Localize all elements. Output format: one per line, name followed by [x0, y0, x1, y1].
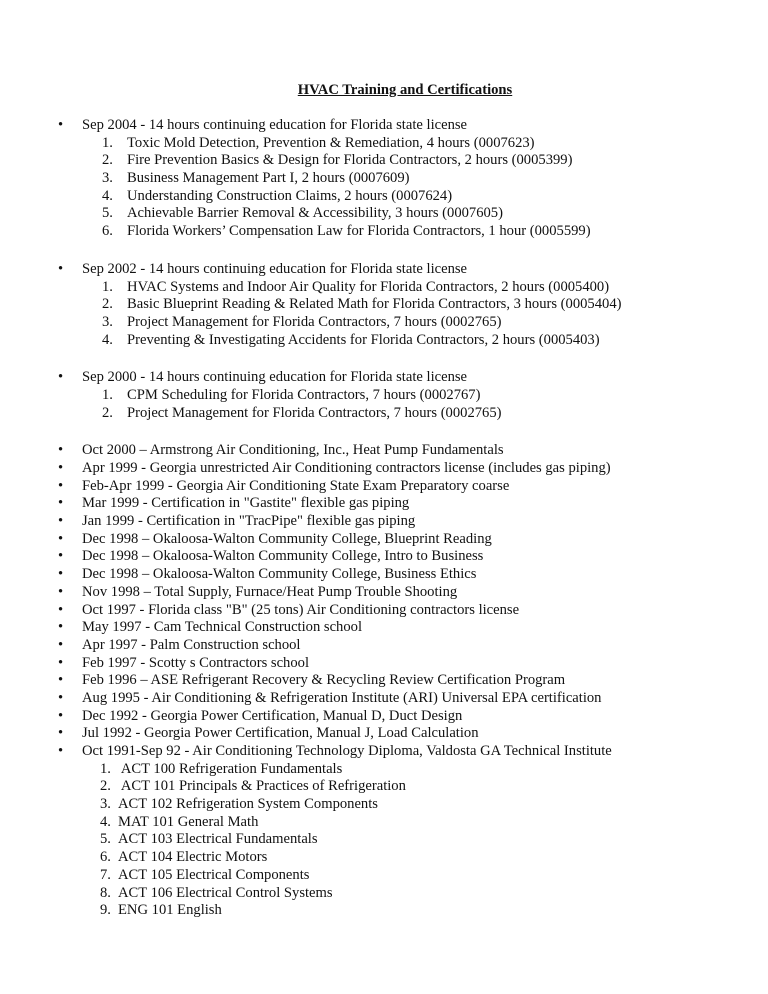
item-number: 1.: [102, 386, 113, 403]
list-item-text: Dec 1998 – Okaloosa-Walton Community College, Blueprint Reading: [82, 530, 492, 547]
list-item-text: Feb-Apr 1999 - Georgia Air Conditioning State Exam Preparatory coarse: [82, 477, 510, 494]
item-number: 2.: [102, 152, 113, 169]
item-number: 2.: [102, 404, 113, 421]
list-item-text: Feb 1996 – ASE Refrigerant Recovery & Recycling Review Certification Program: [82, 672, 566, 689]
bullet-icon: •: [58, 707, 64, 724]
sub-list-item: [0, 223, 768, 241]
sub-item-text: HVAC Systems and Indoor Air Quality for Florida Contractors, 2 hours (0005400): [127, 278, 610, 295]
sub-list-item: [0, 778, 768, 796]
sub-item-text: ACT 105 Electrical Components: [118, 866, 310, 883]
bullet-icon: •: [58, 513, 64, 530]
list-item: [0, 672, 768, 690]
list-item-text: Dec 1998 – Okaloosa-Walton Community College, Intro to Business: [82, 548, 484, 565]
sub-item-text: Project Management for Florida Contractors, 7 hours (0002765): [127, 313, 502, 330]
item-number: 3.: [100, 796, 111, 813]
item-number: 1.: [100, 760, 111, 777]
sub-list-item: [0, 188, 768, 206]
sub-list-item: [0, 849, 768, 867]
bullet-icon: •: [58, 689, 64, 706]
item-number: 7.: [100, 866, 111, 883]
list-item-text: Feb 1997 - Scotty s Contractors school: [82, 654, 309, 671]
list-item-text: Jan 1999 - Certification in "TracPipe" flexible gas piping: [82, 513, 416, 530]
list-item: [0, 513, 768, 531]
bullet-icon: •: [58, 117, 64, 133]
sub-item-text: Business Management Part I, 2 hours (0007609): [127, 170, 410, 187]
sub-list-item: [0, 885, 768, 903]
bullet-icon: •: [58, 583, 64, 600]
sub-list-item: [0, 314, 768, 332]
list-item: [0, 531, 768, 549]
list-item-text: Dec 1992 - Georgia Power Certification, Manual D, Duct Design: [82, 707, 463, 724]
bullet-icon: •: [58, 477, 64, 494]
bullet-icon: •: [58, 442, 64, 459]
sub-list-item: [0, 387, 768, 405]
item-number: 3.: [102, 313, 113, 330]
list-item: [0, 725, 768, 743]
sub-list-item: [0, 761, 768, 779]
document-title: HVAC Training and Certifications: [297, 82, 513, 98]
list-item-text: Sep 2002 - 14 hours continuing education for Florida state license: [82, 260, 468, 277]
list-item-text: Oct 1997 - Florida class "B" (25 tons) Air Conditioning contractors license: [82, 601, 520, 618]
list-item: [0, 708, 768, 726]
sub-item-text: Achievable Barrier Removal & Accessibility, 3 hours (0007605): [127, 205, 503, 222]
list-item-text: Aug 1995 - Air Conditioning & Refrigeration Institute (ARI) Universal EPA certification: [82, 689, 602, 706]
list-item: [0, 117, 768, 135]
item-number: 4.: [100, 813, 111, 830]
sub-list-item: [0, 332, 768, 350]
bullet-icon: •: [58, 636, 64, 653]
sub-list-item: [0, 796, 768, 814]
sub-item-text: Fire Prevention Basics & Design for Florida Contractors, 2 hours (0005399): [127, 152, 573, 169]
sub-item-text: ACT 103 Electrical Fundamentals: [118, 831, 318, 848]
sub-item-text: Project Management for Florida Contractors, 7 hours (0002765): [127, 404, 502, 421]
sub-list-item: [0, 867, 768, 885]
bullet-icon: •: [58, 566, 64, 583]
entry-group: [0, 369, 768, 422]
entry-group: [0, 117, 768, 241]
list-item: [0, 460, 768, 478]
list-item-text: Oct 1991-Sep 92 - Air Conditioning Technology Diploma, Valdosta GA Technical Institute: [82, 743, 612, 759]
sub-item-text: ACT 100 Refrigeration Fundamentals: [118, 760, 343, 777]
sub-list-item: [0, 170, 768, 188]
sub-list-item: [0, 405, 768, 423]
list-item-text: Nov 1998 – Total Supply, Furnace/Heat Pump Trouble Shooting: [82, 583, 458, 600]
certification-list: [0, 117, 768, 920]
item-number: 5.: [100, 831, 111, 848]
sub-list-item: [0, 902, 768, 920]
sub-item-text: ACT 106 Electrical Control Systems: [118, 884, 333, 901]
list-item: [0, 548, 768, 566]
sub-item-text: ACT 101 Principals & Practices of Refrigeration: [118, 778, 406, 795]
list-item: [0, 442, 768, 460]
bullet-icon: •: [58, 369, 64, 386]
list-item-text: Oct 2000 – Armstrong Air Conditioning, Inc., Heat Pump Fundamentals: [82, 442, 504, 459]
bullet-icon: •: [58, 743, 64, 759]
sub-item-text: ACT 102 Refrigeration System Components: [118, 796, 378, 813]
entry-group: [0, 442, 768, 920]
item-number: 6.: [102, 223, 113, 240]
list-item-text: Mar 1999 - Certification in "Gastite" flexible gas piping: [82, 495, 410, 512]
sub-list-item: [0, 279, 768, 297]
list-item-text: Sep 2000 - 14 hours continuing education for Florida state license: [82, 369, 468, 386]
sub-list-item: [0, 205, 768, 223]
bullet-icon: •: [58, 672, 64, 689]
list-item-text: Dec 1998 – Okaloosa-Walton Community College, Business Ethics: [82, 566, 477, 583]
list-item-text: Apr 1999 - Georgia unrestricted Air Conditioning contractors license (includes gas piping): [82, 460, 611, 476]
bullet-icon: •: [58, 495, 64, 512]
list-item: [0, 261, 768, 279]
sub-item-text: Understanding Construction Claims, 2 hours (0007624): [127, 187, 453, 204]
item-number: 6.: [100, 849, 111, 866]
sub-item-text: MAT 101 General Math: [118, 813, 259, 830]
sub-item-text: Basic Blueprint Reading & Related Math for Florida Contractors, 3 hours (0005404): [127, 296, 622, 313]
list-item: [0, 369, 768, 387]
list-item: [0, 602, 768, 620]
list-item-text: May 1997 - Cam Technical Construction school: [82, 619, 362, 636]
document-page: [0, 81, 768, 940]
sub-list-item: [0, 152, 768, 170]
sub-list-item: [0, 831, 768, 849]
bullet-icon: •: [58, 654, 64, 671]
bullet-icon: •: [58, 548, 64, 565]
bullet-icon: •: [58, 619, 64, 636]
list-item: [0, 655, 768, 673]
list-item-text: Jul 1992 - Georgia Power Certification, Manual J, Load Calculation: [82, 725, 479, 742]
list-item: [0, 637, 768, 655]
sub-item-text: CPM Scheduling for Florida Contractors, 7 hours (0002767): [127, 386, 481, 403]
bullet-icon: •: [58, 260, 64, 277]
list-item: [0, 566, 768, 584]
sub-item-text: Toxic Mold Detection, Prevention & Remediation, 4 hours (0007623): [127, 134, 535, 151]
bullet-icon: •: [58, 601, 64, 618]
item-number: 2.: [102, 296, 113, 313]
item-number: 4.: [102, 331, 113, 348]
list-item: [0, 743, 768, 761]
item-number: 2.: [100, 778, 111, 795]
sub-item-text: Preventing & Investigating Accidents for Florida Contractors, 2 hours (0005403): [127, 331, 600, 348]
item-number: 4.: [102, 187, 113, 204]
list-item: [0, 619, 768, 637]
bullet-icon: •: [58, 725, 64, 742]
sub-list-item: [0, 814, 768, 832]
list-item: [0, 584, 768, 602]
item-number: 8.: [100, 884, 111, 901]
item-number: 3.: [102, 170, 113, 187]
bullet-icon: •: [58, 530, 64, 547]
item-number: 5.: [102, 205, 113, 222]
list-item-text: Apr 1997 - Palm Construction school: [82, 636, 301, 653]
item-number: 1.: [102, 134, 113, 151]
sub-item-text: Florida Workers’ Compensation Law for Florida Contractors, 1 hour (0005599): [127, 223, 591, 240]
item-number: 9.: [100, 902, 111, 919]
list-item: [0, 690, 768, 708]
bullet-icon: •: [58, 460, 64, 476]
sub-list-item: [0, 296, 768, 314]
sub-list-item: [0, 135, 768, 153]
list-item: [0, 478, 768, 496]
sub-item-text: ENG 101 English: [118, 902, 222, 919]
item-number: 1.: [102, 278, 113, 295]
entry-group: [0, 261, 768, 349]
list-item: [0, 495, 768, 513]
list-item-text: Sep 2004 - 14 hours continuing education for Florida state license: [82, 117, 468, 133]
sub-item-text: ACT 104 Electric Motors: [118, 849, 268, 866]
